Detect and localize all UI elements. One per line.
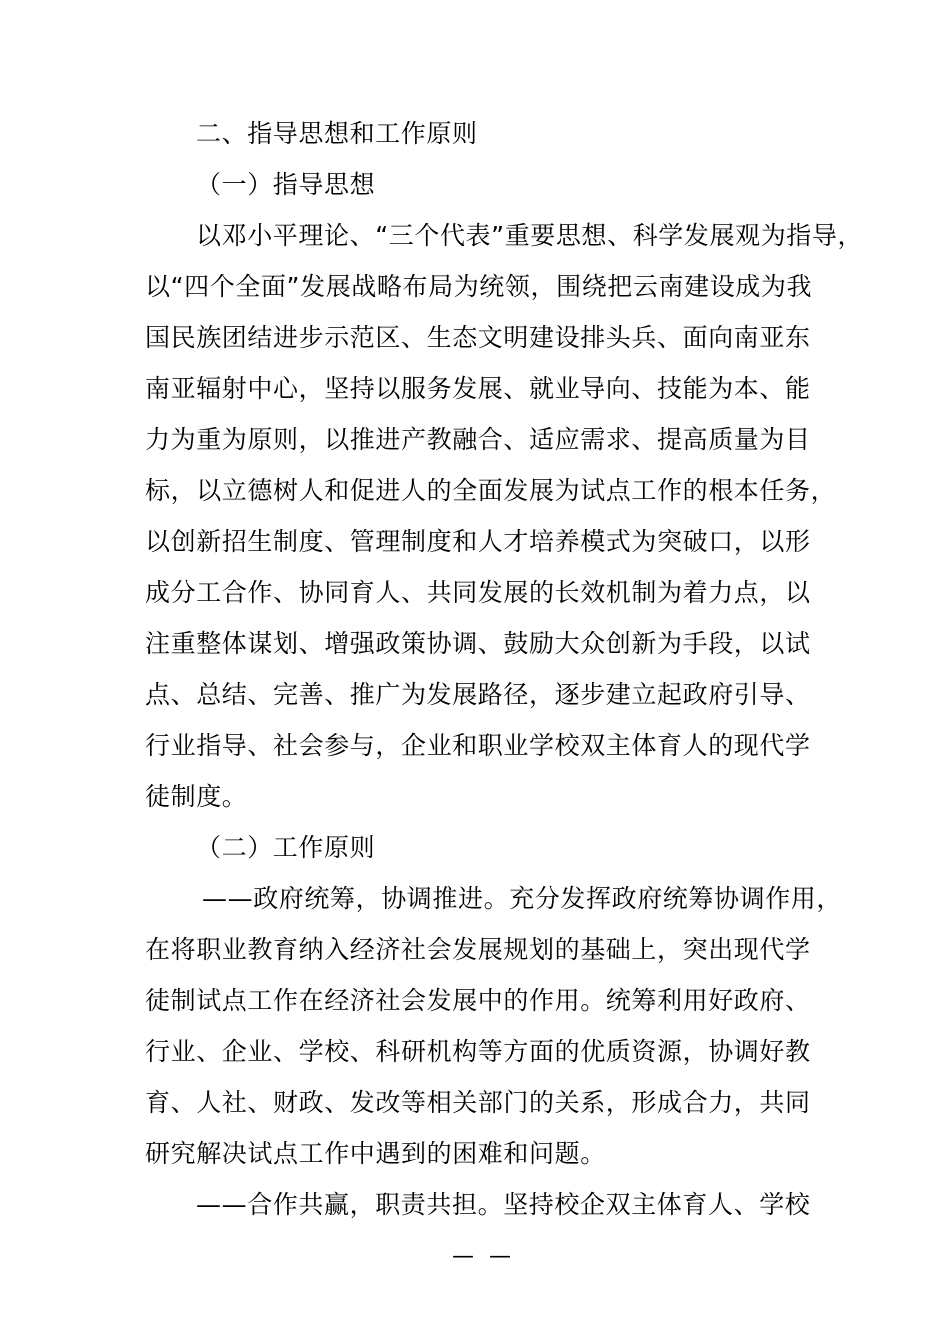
paragraph-line: 在将职业教育纳入经济社会发展规划的基础上，突出现代学 <box>145 935 811 964</box>
subheading-work-principles: （二）工作原则 <box>196 833 376 862</box>
paragraph-line: 点、总结、完善、推广为发展路径，逐步建立起政府引导、 <box>145 680 811 709</box>
document-body <box>145 108 864 1230</box>
paragraph-line: 注重整体谋划、增强政策协调、鼓励大众创新为手段，以试 <box>145 629 811 658</box>
paragraph-line: 国民族团结进步示范区、生态文明建设排头兵、面向南亚东 <box>145 323 811 352</box>
paragraph-line: ——合作共赢，职责共担。坚持校企双主体育人、学校 <box>196 1190 811 1219</box>
page-number: — — <box>452 1244 515 1269</box>
subheading-guiding-ideology: （一）指导思想 <box>196 170 376 199</box>
paragraph-line: 徒制试点工作在经济社会发展中的作用。统筹利用好政府、 <box>145 986 811 1015</box>
paragraph-cooperation <box>145 1179 825 1230</box>
paragraph-line: 育、人社、财政、发改等相关部门的关系，形成合力，共同 <box>145 1088 811 1117</box>
paragraph-line: 以创新招生制度、管理制度和人才培养模式为突破口，以形 <box>145 527 811 556</box>
paragraph-line: 以“四个全面”发展战略布局为统领，围绕把云南建设成为我 <box>145 272 813 301</box>
paragraph-line: 标，以立德树人和促进人的全面发展为试点工作的根本任务， <box>145 476 837 505</box>
paragraph-government-coordination <box>145 873 843 1179</box>
paragraph-line: 行业指导、社会参与，企业和职业学校双主体育人的现代学 <box>145 731 811 760</box>
paragraph-line: 徒制度。 <box>145 782 248 811</box>
paragraph-guiding-ideology <box>145 210 864 822</box>
paragraph-line: 研究解决试点工作中遇到的困难和问题。 <box>145 1139 606 1168</box>
paragraph-line: 行业、企业、学校、科研机构等方面的优质资源，协调好教 <box>145 1037 811 1066</box>
paragraph-line: 力为重为原则，以推进产教融合、适应需求、提高质量为目 <box>145 425 811 454</box>
paragraph-line: 南亚辐射中心，坚持以服务发展、就业导向、技能为本、能 <box>145 374 811 403</box>
paragraph-line: 以邓小平理论、“三个代表”重要思想、科学发展观为指导， <box>196 221 864 250</box>
paragraph-line: 成分工合作、协同育人、共同发展的长效机制为着力点，以 <box>145 578 811 607</box>
paragraph-line: ——政府统筹，协调推进。充分发挥政府统筹协调作用， <box>202 884 843 913</box>
section-heading: 二、指导思想和工作原则 <box>196 119 478 148</box>
